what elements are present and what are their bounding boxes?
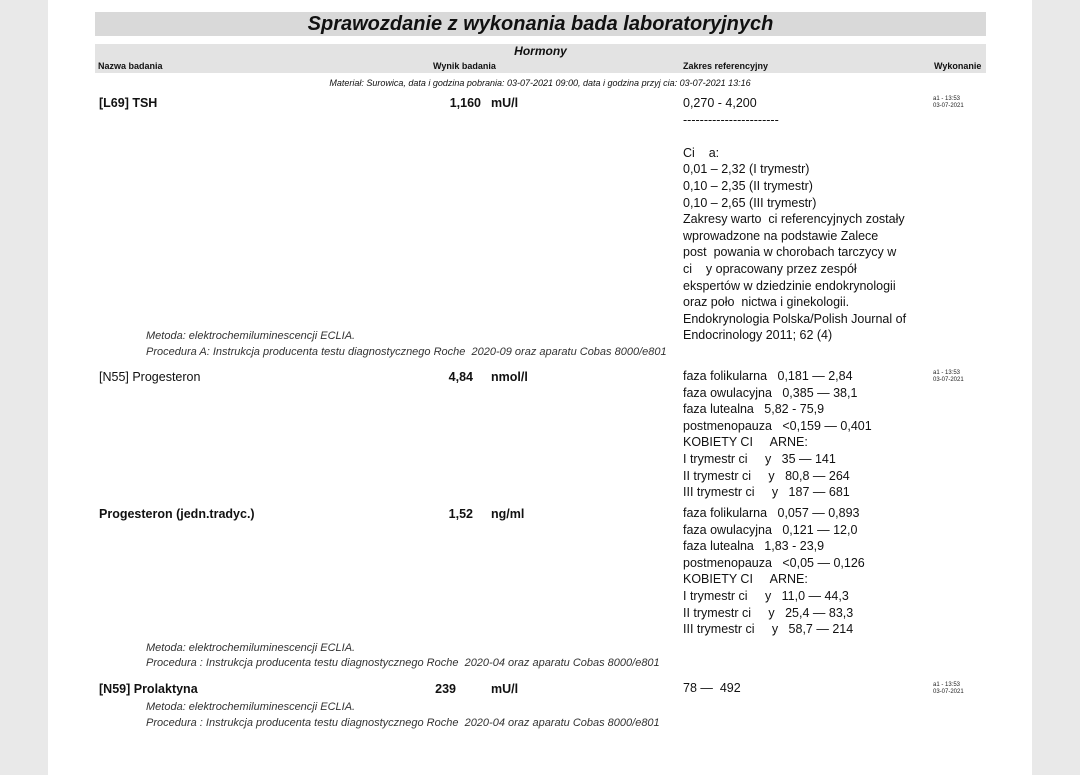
reference-range-prolaktyna: 78 — 492 (683, 681, 741, 695)
test-name-tsh: [L69] TSH (99, 96, 158, 110)
test-result-prolaktyna: 239 (435, 682, 456, 696)
procedure-progesteron: Procedura : Instrukcja producenta testu diagnostycznego Roche 2020-04 oraz aparatu Cobas 8000/e801 (146, 657, 660, 669)
report-page (48, 0, 1032, 775)
material-info: Materiał: Surowica, data i godzina pobrania: 03-07-2021 09:00, data i godzina przyj cia: 03-07-2021 13:16 (329, 78, 751, 88)
test-unit-prolaktyna: mU/l (491, 682, 519, 696)
procedure-prolaktyna: Procedura : Instrukcja producenta testu diagnostycznego Roche 2020-04 oraz aparatu Cobas 8000/e801 (146, 717, 660, 729)
test-name-progesteron: [N55] Progesteron (99, 370, 201, 384)
method-prolaktyna: Metoda: elektrochemiluminescencji ECLIA. (146, 701, 356, 713)
method-progesteron: Metoda: elektrochemiluminescencji ECLIA. (146, 642, 356, 654)
page-title: Sprawozdanie z wykonania bada laboratoryjnych (307, 13, 774, 35)
test-result-tsh: 1,160 (449, 96, 481, 110)
reference-range-tsh: 0,270 - 4,200 ----------------------- Ci a: 0,01 – 2,32 (I trymestr) 0,10 – 2,35 (II trymestr) 0,10 – 2,65 (III trymestr) Zakresy warto ci referencyjnych zostały wprowadzone na podstawie Zalece post powania w chorobach tarczycy w ci y opracowany przez zespół ekspertów w dziedzinie endokrynologii oraz poło nictwa i ginekologii. Endokrynologia Polska/Polish Journal of Endocrinology 2011; 62 (4) (683, 96, 907, 343)
procedure-tsh: Procedura A: Instrukcja producenta testu diagnostycznego Roche 2020-09 oraz aparatu Cobas 8000/e801 (146, 346, 667, 358)
column-header-reference: Zakres referencyjny (683, 61, 769, 71)
method-tsh: Metoda: elektrochemiluminescencji ECLIA. (146, 330, 356, 342)
column-header-name: Nazwa badania (98, 61, 163, 71)
executed-date-prolaktyna: 03-07-2021 (933, 689, 964, 695)
executed-code-tsh: a1 - 13:53 (933, 96, 961, 102)
executed-date-tsh: 03-07-2021 (933, 103, 964, 109)
column-header-result: Wynik badania (433, 61, 496, 71)
test-unit-progesteron-traditional: ng/ml (491, 507, 525, 521)
column-header-executed: Wykonanie (934, 61, 982, 71)
test-name-prolaktyna: [N59] Prolaktyna (99, 682, 198, 696)
executed-date-progesteron: 03-07-2021 (933, 377, 964, 383)
reference-range-progesteron-traditional: faza folikularna 0,057 — 0,893 faza owulacyjna 0,121 — 12,0 faza lutealna 1,83 - 23,9 postmenopauza <0,05 — 0,126 KOBIETY CI ARNE: I trymestr ci y 11,0 — 44,3 II trymestr ci y 25,4 — 83,3 III trymestr ci y 58,7 — 214 (683, 506, 865, 637)
test-unit-tsh: mU/l (491, 96, 519, 110)
title-bar (95, 12, 986, 36)
test-name-progesteron-traditional: Progesteron (jedn.tradyc.) (99, 507, 255, 521)
section-name: Hormony (514, 44, 567, 58)
test-result-progesteron: 4,84 (448, 370, 473, 384)
section-header (95, 44, 986, 73)
test-result-progesteron-traditional: 1,52 (448, 507, 473, 521)
reference-range-progesteron: faza folikularna 0,181 — 2,84 faza owulacyjna 0,385 — 38,1 faza lutealna 5,82 - 75,9 postmenopauza <0,159 — 0,401 KOBIETY CI ARNE: I trymestr ci y 35 — 141 II trymestr ci y 80,8 — 264 III trymestr ci y 187 — 681 (683, 369, 872, 500)
executed-code-progesteron: a1 - 13:53 (933, 370, 961, 376)
test-unit-progesteron: nmol/l (491, 370, 528, 384)
executed-code-prolaktyna: a1 - 13:53 (933, 682, 961, 688)
